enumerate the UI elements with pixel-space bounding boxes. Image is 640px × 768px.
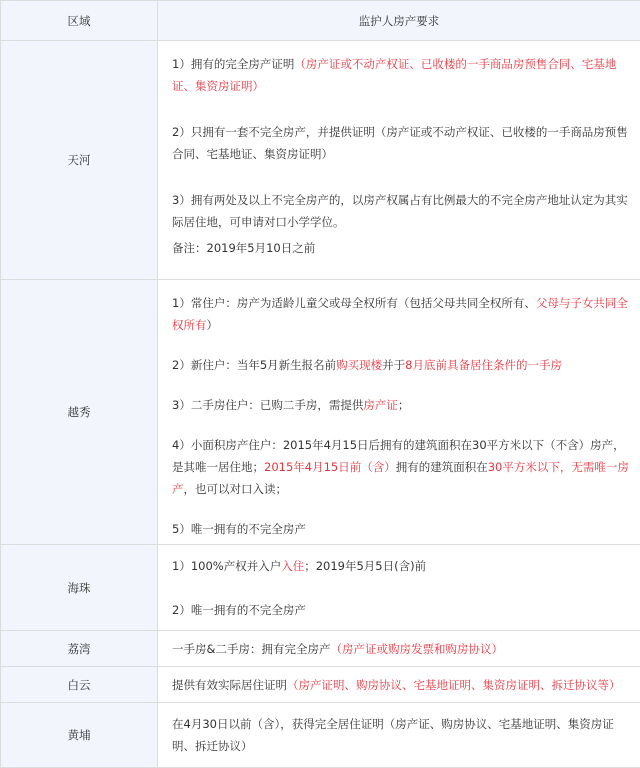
requirement-text: ，也可以对口入读；	[184, 482, 288, 496]
requirement-text: 3）二手房住户：已购二手房，需提供	[172, 398, 363, 412]
requirement-text: 2）只拥有一套不完全房产，并提供证明（房产证或不动产权证、已收楼的一手商品房预售合同、宅基地证、集资房证明）	[172, 125, 628, 161]
requirement-item	[172, 713, 632, 757]
highlighted-text: 2015年4月15日前（含）	[264, 460, 396, 474]
requirement-text: ）	[207, 318, 219, 332]
requirement-cell	[158, 631, 640, 667]
region-cell: 海珠	[1, 545, 158, 631]
highlighted-text: （房产证或不动产权证、已收楼的一手商品房预售合同、宅基地证、集资房证明）	[172, 57, 616, 93]
requirement-item	[172, 638, 632, 660]
requirement-text: 5）唯一拥有的不完全房产	[172, 522, 306, 536]
region-cell: 天河	[1, 41, 158, 280]
requirement-item	[172, 434, 632, 500]
requirement-text: 1）常住户：房产为适龄儿童父或母全权所有（包括父母共同全权所有、	[172, 296, 536, 310]
highlighted-text: 房产证	[363, 398, 398, 412]
table-body	[1, 41, 640, 768]
region-cell: 荔湾	[1, 631, 158, 667]
requirement-text: ；	[398, 398, 410, 412]
requirement-text: 2）新住户：当年5月新生报名前	[172, 358, 336, 372]
header-requirement: 监护人房产要求	[158, 1, 640, 41]
region-cell: 越秀	[1, 280, 158, 545]
requirement-text: 1）拥有的完全房产证明	[172, 57, 294, 71]
requirement-text: 1）100%产权并入户	[172, 559, 281, 573]
requirement-item	[172, 237, 632, 259]
requirement-item	[172, 518, 632, 540]
highlighted-text: （房产证明、购房协议、宅基地证明、集资房证明、拆迁协议等）	[287, 678, 621, 692]
highlighted-text: （房产证或购房发票和购房协议）	[330, 642, 503, 656]
requirement-text: 在4月30日以前（含），获得完全居住证明（房产证、购房协议、宅基地证明、集资房证明、拆迁协议）	[172, 717, 614, 753]
requirement-cell	[158, 667, 640, 703]
requirement-item	[172, 555, 632, 577]
requirement-text: 3）拥有两处及以上不完全房产的，以房产权属占有比例最大的不完全房产地址认定为其实际居住地，可申请对口小学学位。	[172, 193, 628, 229]
requirement-text: 2）唯一拥有的不完全房产	[172, 603, 306, 617]
requirement-cell	[158, 41, 640, 280]
table-row	[1, 631, 640, 667]
table-row	[1, 41, 640, 280]
requirement-text: 拥有的建筑面积在	[396, 460, 488, 474]
highlighted-text: 30平方米以下，无需唯一房产	[172, 460, 629, 496]
requirement-item	[172, 599, 632, 621]
requirement-cell	[158, 280, 640, 545]
table-row	[1, 280, 640, 545]
requirement-text: 提供有效实际居住证明	[172, 678, 287, 692]
highlighted-text: 父母与子女共同全权所有	[172, 296, 628, 332]
requirement-item	[172, 53, 632, 97]
requirement-item	[172, 292, 632, 336]
region-cell: 白云	[1, 667, 158, 703]
requirement-item	[172, 394, 632, 416]
requirement-text: 一手房&二手房：拥有完全房产	[172, 642, 330, 656]
requirement-text: 并于	[382, 358, 405, 372]
requirement-item	[172, 121, 632, 165]
table-row	[1, 667, 640, 703]
requirement-cell	[158, 703, 640, 768]
highlighted-text: 购买现楼	[336, 358, 382, 372]
highlighted-text: 入住	[281, 559, 304, 573]
requirement-item	[172, 354, 632, 376]
requirement-text: 4）小面积房产住户：2015年4月15日后拥有的建筑面积在30平方米以下（不含）房产，是其唯一居住地；	[172, 438, 625, 474]
requirement-item	[172, 189, 632, 233]
requirement-item	[172, 674, 632, 696]
highlighted-text: 8月底前具备居住条件的一手房	[405, 358, 562, 372]
table-row	[1, 703, 640, 768]
header-region: 区域	[1, 1, 158, 41]
requirement-cell	[158, 545, 640, 631]
requirement-text: ；2019年5月5日(含)前	[304, 559, 426, 573]
region-cell: 黄埔	[1, 703, 158, 768]
table-header-row	[1, 1, 640, 41]
requirement-text: 备注：2019年5月10日之前	[172, 241, 315, 255]
table-row	[1, 545, 640, 631]
